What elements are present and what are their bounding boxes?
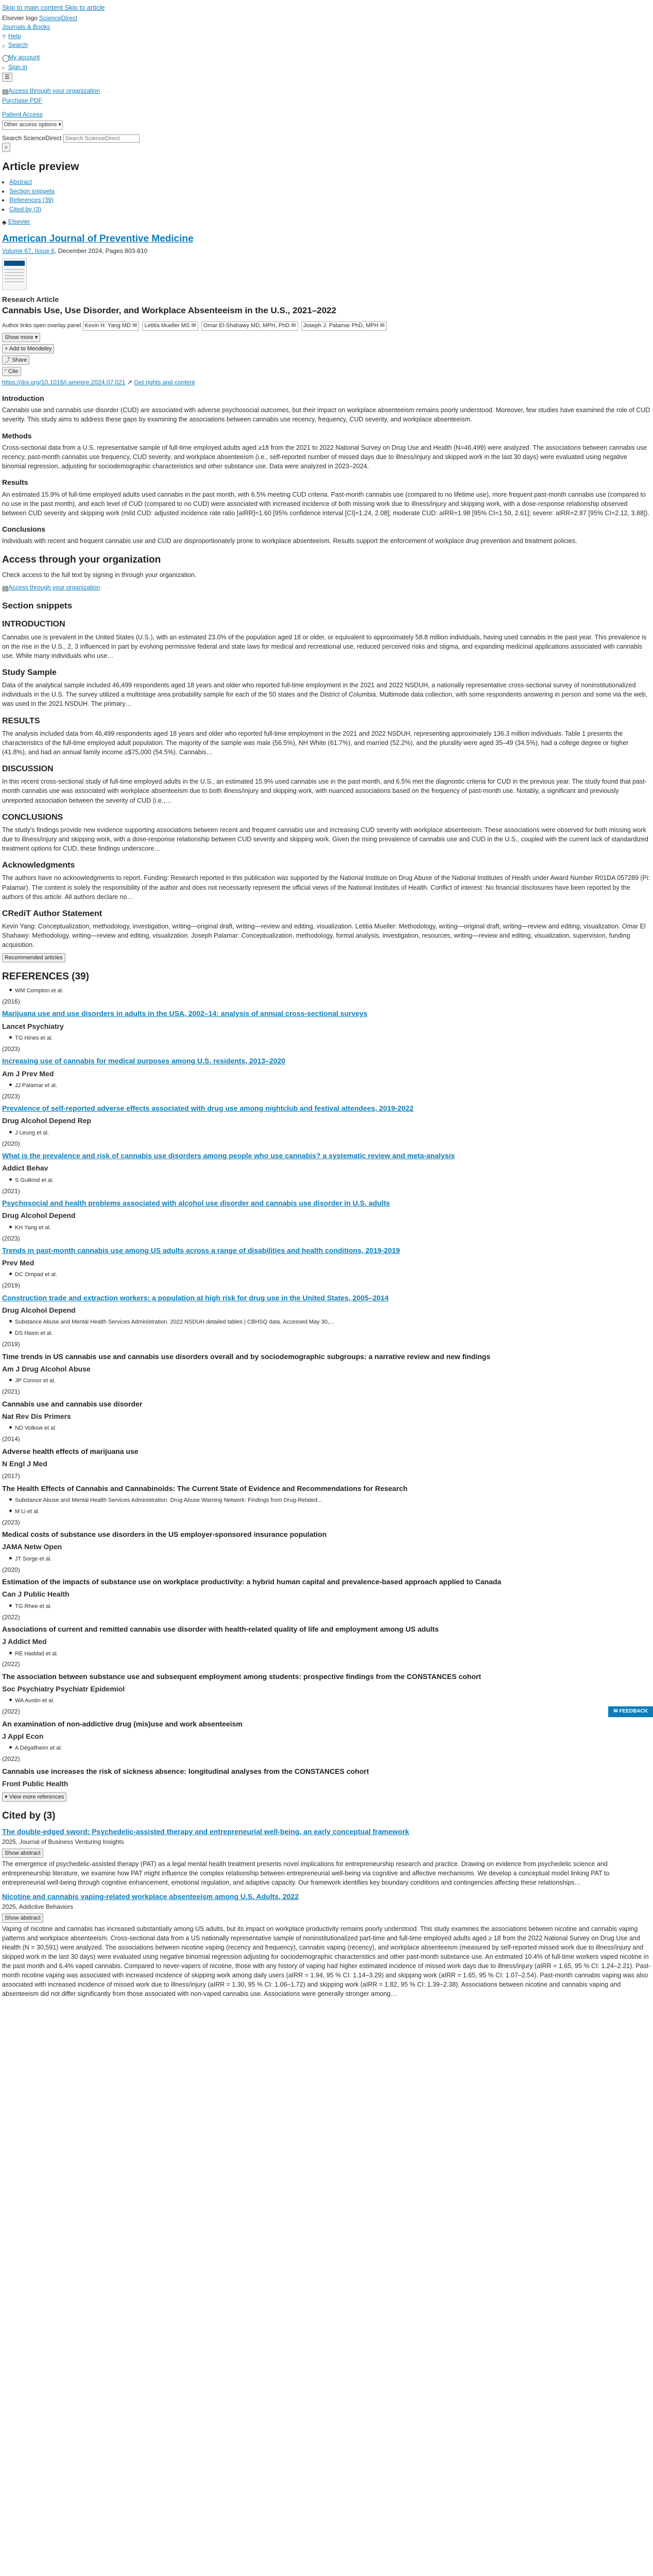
reference-title[interactable]: Trends in past-month cannabis use among US adults across a range of disabilities and health conditions, 2019-2019 [2, 1246, 400, 1255]
bullet-icon [9, 1498, 12, 1501]
sign-in-icon: ▫ [2, 64, 5, 72]
reference-journal: Can J Public Health [2, 1590, 70, 1599]
author-chip[interactable]: Omar El-Shahawy MD, MPH, PhD ✉ [201, 321, 298, 331]
reference-authors [9, 1082, 651, 1090]
references-list [2, 987, 651, 1789]
reference-item [2, 1224, 651, 1268]
bullet-icon [9, 1178, 12, 1181]
reference-title[interactable]: What is the prevalence and risk of cannabis use disorders among people who use cannabis? a systematic review and meta-analysis [2, 1151, 455, 1160]
feedback-button[interactable]: ✉ FEEDBACK [608, 1706, 653, 1717]
help-link[interactable]: ? Help [2, 32, 21, 41]
snippet-heading: DISCUSSION [2, 765, 54, 774]
reference-item [2, 1330, 651, 1374]
reference-item [2, 1177, 651, 1221]
add-to-mendeley-button[interactable]: + Add to Mendeley [2, 344, 54, 353]
logo-row [2, 14, 651, 23]
menu-button[interactable]: ☰ [2, 73, 12, 82]
reference-item [2, 987, 651, 1031]
toc-abstract[interactable]: Abstract [9, 178, 32, 186]
reference-authors-text: DC Ompad et al. [15, 1272, 57, 1278]
references-heading: REFERENCES (39) [2, 971, 89, 982]
reference-journal: Am J Drug Alcohol Abuse [2, 1364, 91, 1373]
reference-authors [9, 1555, 651, 1564]
snippet-text: Kevin Yang: Conceptualization, methodology, investigation, writing—original draft, writing—review and editing, visualization. Letitia Mueller: Methodology, writing—original draft, writing—review and editing, visualization. Omar El Shahawy: Methodology, writing—review and editing, visualization. Joseph Palamar: Conceptualization, methodology, formal analysis, investigation, resources, writing—review and editing, visualization, supervision, funding acquisition. [2, 923, 646, 949]
reference-journal: Drug Alcohol Depend [2, 1211, 76, 1220]
reference-authors [9, 1318, 651, 1327]
reference-authors-text: JJ Palamar et al. [15, 1082, 57, 1089]
reference-item [2, 1377, 651, 1421]
account-area [2, 53, 651, 82]
reference-year: (2017) [2, 1472, 20, 1480]
abstract-intro-text: Cannabis use and cannabis use disorder (CUD) are associated with adverse psychosocial outcomes, but their impact on workplace absenteeism remains poorly understood. Moreover, few studies have examined the role of CUD severity. This study aims to address these gaps by examining the associations between cannabis use recency, frequency, CUD severity, and workplace absenteeism. [2, 406, 650, 423]
reference-item [2, 1129, 651, 1174]
search-label: Search ScienceDirect [2, 134, 62, 142]
reference-title[interactable]: Marijuana use and use disorders in adults in the USA, 2002–14: analysis of annual cross-sectional surveys [2, 1009, 368, 1018]
account-icon: ◯ [2, 54, 10, 62]
reference-title[interactable]: Construction trade and extraction workers: a population at high risk for drug use in the United States, 2005–2014 [2, 1293, 389, 1302]
share-button[interactable]: ⤴ Share [2, 355, 29, 365]
snippet-text: The analysis included data from 46,499 respondents aged 18 years and older who reported full-time employment in the 2021 and 2022 NSDUH, representing approximately 136.3 million individuals. Table 1 presents the characteristics of the full-time employed adult population. The majority of the sample was male (56.5%), NH White (61.7%), and married (52.2%), and the plurality were aged 35–49 (34.5%), had a college degree or higher (41.8%), and had an annual family income ≥$75,000 (54.5%). Cannabis… [2, 730, 629, 756]
abstract-results-heading: Results [2, 478, 28, 487]
snippet-heading: Acknowledgments [2, 861, 75, 870]
reference-authors-text: WM Compton et al. [15, 987, 64, 994]
reference-item [2, 1082, 651, 1126]
reference-year: (2023) [2, 1234, 20, 1242]
abstract-conclusions-heading: Conclusions [2, 524, 46, 533]
journal-cover-image[interactable] [2, 258, 27, 290]
reference-journal: J Addict Med [2, 1637, 47, 1646]
snippet-text: The study's findings provide new evidence supporting associations between recent and frequent cannabis use and increasing CUD severity with workplace absenteeism. These associations were observed for both missing work due to illness/injury and skipping work, with a dose-response relationship between CUD severity and skipping work. Given the rising prevalence of cannabis use and CUD in the U.S., coupled with the current lack of standardized treatment options for CUD, these findings underscore… [2, 826, 648, 853]
reference-title: Cannabis use and cannabis use disorder [2, 1399, 143, 1408]
abstract-results-text: An estimated 15.9% of full-time employed adults used cannabis in the past month, with 6.5% meeting CUD criteria. Past-month cannabis use (compared to no lifetime use), more frequent past-month cannabis use (compared to no use in the past month), and each level of CUD (compared to no CUD) were associated with increased incidence of both missing work due to illness/injury and skipping work, with a dose-response relationship observed between CUD severity and skipping work (mild CUD: adjusted incidence rate ratio [aIRR]=1.60 [95% confidence interval [CI]=1.24, 2.08]; moderate CUD: aIRR=1.98 [95% CI=1.50, 2.61]; severe: aIRR=2.87 [95% CI=2.12, 3.88]). [2, 490, 649, 517]
view-more-references-button[interactable]: ▾ View more references [2, 1792, 66, 1802]
reference-authors [9, 1330, 651, 1338]
author-icon: ✉ [132, 322, 138, 329]
reference-year: (2022) [2, 1613, 20, 1621]
snippet-heading: Study Sample [2, 668, 57, 677]
reference-journal: JAMA Netw Open [2, 1543, 62, 1551]
search-submit-button[interactable]: ⌕ [2, 143, 10, 152]
reference-authors-text: Substance Abuse and Mental Health Services Administration. Drug Abuse Warning Network: Findings from Drug-Related... [15, 1497, 322, 1503]
my-account-link[interactable]: My account [8, 54, 40, 61]
reference-year: (2016) [2, 997, 20, 1005]
bullet-icon [9, 1083, 12, 1086]
snippet-text: Data of the analytical sample included 46,499 respondents aged 18 years and older who reported full-time employment in the 2021 and 2022 NSDUH, a nationally representative cross-sectional survey of noninstitutionalized individuals in the U.S. The survey utilized a multistage area probability sample for each of the 50 states and the District of Columbia. Multimode data collection, with some respondents answering in person and some via the web, was used in the 2021 NSDUH. The primary… [2, 682, 648, 708]
issue-info: Volume 67, Issue 6, December 2024, Pages 803-810 [2, 247, 148, 255]
reference-authors [9, 1377, 651, 1385]
bullet-icon [9, 1557, 12, 1560]
reference-journal: Prev Med [2, 1259, 35, 1267]
snippet-heading: CRediT Author Statement [2, 909, 102, 918]
reference-year: (2014) [2, 1435, 20, 1443]
access-text: Check access to the full text by signing in through your organization. [2, 571, 197, 579]
bullet-icon [9, 1699, 12, 1701]
reference-authors [9, 1425, 651, 1433]
bullet-icon [9, 1331, 12, 1334]
journal-title-link[interactable]: American Journal of Preventive Medicine [2, 233, 194, 244]
reference-item [2, 1318, 651, 1327]
snippet-text: The authors have no acknowledgments to report. Funding: Research reported in this publication was supported by the National Institute on Drug Abuse of the National Institutes of Health under Award Number R01DA 057289 (Pi: Palamar). The content is solely the responsibility of the author and does not necessarily represent the official views of the National Institutes of Health. Conflict of interest: No financial disclosures have been reported by the authors of this article. All authors declare no… [2, 874, 650, 901]
bullet-icon [9, 1036, 12, 1039]
reference-authors-text: TG Hines et al. [15, 1035, 53, 1041]
reference-title: Adverse health effects of marijuana use [2, 1447, 139, 1455]
reference-item [2, 1555, 651, 1600]
reference-authors-text: M Li et al. [15, 1508, 40, 1515]
toc-references[interactable]: References (39) [9, 196, 54, 204]
reference-authors-text: JT Sorge et al. [15, 1555, 52, 1562]
reference-year: (2019) [2, 1341, 20, 1348]
reference-year: (2022) [2, 1755, 20, 1763]
reference-authors-text: S Gutkind et al. [15, 1177, 54, 1183]
reference-title: Estimation of the impacts of substance use on workplace productivity: a hybrid human capital and prevalence-based approach applied to Canada [2, 1577, 502, 1586]
reference-year: (2020) [2, 1566, 20, 1573]
bullet-icon [9, 1510, 12, 1512]
journals-books-link[interactable]: Journals & Books [2, 23, 50, 31]
reference-authors [9, 1129, 651, 1138]
cited-by-list [2, 1826, 651, 1999]
reference-title[interactable]: Psychosocial and health problems associated with alcohol use disorder and cannabis use disorder in U.S. adults [2, 1198, 390, 1207]
institution-icon: ▤ [2, 584, 9, 592]
search-icon: ⌕ [2, 42, 6, 50]
reference-title: Cannabis use increases the risk of sickness absence: longitudinal analyses from the CONSTANCES cohort [2, 1767, 369, 1775]
reference-authors [9, 1271, 651, 1279]
patient-access-link[interactable]: Patient Access [2, 110, 43, 118]
show-more-button[interactable]: Show more ▾ [2, 333, 40, 342]
reference-authors [9, 1603, 651, 1611]
reference-item [2, 1271, 651, 1315]
bullet-icon [9, 1379, 12, 1381]
reference-item [2, 1508, 651, 1552]
reference-authors-text: JP Connor et al. [15, 1378, 56, 1384]
reference-title[interactable]: Prevalence of self-reported adverse effects associated with drug use among nightclub and festival attendees, 2019-2022 [2, 1104, 414, 1113]
snippet-heading: RESULTS [2, 716, 40, 725]
reference-authors [9, 1224, 651, 1232]
doi-link[interactable]: https://doi.org/10.1016/j.amepre.2024.07.021 [2, 378, 126, 386]
institution-icon: ▤ [2, 88, 9, 96]
top-links [2, 23, 651, 49]
access-heading: Access through your organization [2, 554, 161, 566]
feedback-icon: ✉ [613, 1708, 620, 1714]
bullet-icon [9, 1652, 12, 1654]
help-icon: ? [2, 33, 6, 41]
reference-item [2, 1472, 651, 1494]
bullet-icon [9, 1226, 12, 1228]
reference-authors-text: TG Rhee et al. [15, 1603, 52, 1609]
cited-by-journal: 2025, Journal of Business Venturing Insights [2, 1838, 124, 1846]
cite-button[interactable]: " Cite [2, 367, 21, 376]
search-bar [2, 134, 651, 152]
recommended-articles-button[interactable]: Recommended articles [2, 953, 65, 962]
reference-authors [9, 1650, 651, 1658]
reference-authors [9, 1697, 651, 1705]
bullet-icon [9, 989, 12, 991]
table-of-contents [9, 178, 651, 214]
author-chip[interactable]: Joseph J. Palamar PhD, MPH ✉ [301, 321, 387, 331]
snippet-heading: CONCLUSIONS [2, 812, 63, 822]
elsevier-tree-icon: ♣ [2, 218, 7, 226]
reference-title: Time trends in US cannabis use and cannabis use disorders overall and by sociodemographic subgroups: a narrative review and new findings [2, 1352, 491, 1361]
author-icon: ✉ [191, 322, 196, 329]
reference-authors-text: ND Volkow et al. [15, 1425, 57, 1432]
reference-authors-text: DS Hasin et al. [15, 1330, 53, 1337]
abstract-intro-heading: Introduction [2, 394, 44, 402]
reference-authors-text: A Dégallheim et al. [15, 1745, 62, 1752]
bullet-icon [9, 1604, 12, 1607]
reference-journal: Lancet Psychiatry [2, 1022, 64, 1030]
doi-row [2, 378, 651, 387]
author-list [2, 321, 651, 331]
sciencedirect-link[interactable]: ScienceDirect [39, 14, 78, 22]
skip-to-main-link[interactable]: Skip to main content Skip to article [2, 4, 105, 11]
access-options [2, 86, 651, 129]
bullet-icon [9, 1426, 12, 1429]
purchase-pdf-link[interactable]: Purchase PDF [2, 96, 43, 104]
reference-year: (2022) [2, 1660, 20, 1668]
reference-item [2, 1603, 651, 1647]
bullet-icon [9, 1131, 12, 1133]
reference-title: Medical costs of substance use disorders in the US employer-sponsored insurance population [2, 1530, 327, 1539]
elsevier-logo[interactable] [2, 217, 651, 227]
cited-by-title-link[interactable]: Nicotine and cannabis vaping-related workplace absenteeism among U.S. Adults, 2022 [2, 1892, 299, 1901]
section-snippets-heading: Section snippets [2, 600, 73, 611]
reference-journal: J Appl Econ [2, 1732, 44, 1741]
reference-journal: Am J Prev Med [2, 1069, 54, 1078]
reference-title: The Health Effects of Cannabis and Cannabinoids: The Current State of Evidence and Recommendations for Research [2, 1484, 408, 1493]
reference-authors [9, 987, 651, 995]
reference-authors [9, 1508, 651, 1516]
article-type: Research Article [2, 295, 59, 303]
reference-item [2, 1425, 651, 1469]
snippet-text: In this recent cross-sectional study of full-time employed adults in the U.S., an estimated 15.9% used cannabis use in the past month, and 6.5% met the diagnostic criteria for CUD in the previous year. The study found that past-month cannabis use was associated with workplace absenteeism due to both illness/injury and skipping work, with nuanced associations based on the frequency of past-month use. Notably, a significant and previously unreported association between the severity of CUD (i.e.,… [2, 778, 647, 804]
author-prefix: Author links open overlay panel [2, 322, 81, 329]
reference-year: (2023) [2, 1518, 20, 1526]
sign-in-link[interactable]: Sign in [8, 63, 27, 71]
author-icon: ✉ [380, 322, 385, 329]
reference-journal: Addict Behav [2, 1164, 48, 1173]
cited-by-title-link[interactable]: The double-edged sword: Psychedelic-assisted therapy and entrepreneurial well-being, an early conceptual framework [2, 1827, 409, 1836]
reference-journal: Drug Alcohol Depend Rep [2, 1116, 91, 1125]
cited-by-item [2, 1826, 651, 1887]
reference-year: (2022) [2, 1708, 20, 1716]
cited-by-item [2, 1891, 651, 1999]
abstract-methods-text: Cross-sectional data from a U.S. representative sample of full-time employed adults aged ≥18 from the 2021 to 2022 National Survey on Drug Use and Health (N=46,499) were analyzed. The associations between cannabis use recency, past-month cannabis use frequency, CUD severity, and workplace absenteeism (i.e., self-reported number of missed days due to illness/injury and skipped work in the last 30 days) were evaluated using negative binomial regression, adjusting for sociodemographic characteristics and other substance use. Data were analyzed in 2023–2024. [2, 444, 647, 470]
abstract-conclusions-text: Individuals with recent and frequent cannabis use and CUD are disproportionately prone to workplace absenteeism. Results support the enforcement of workplace drug prevention and treatment policies. [2, 537, 577, 545]
reference-year: (2023) [2, 1045, 20, 1053]
reference-authors-text: WA Austin et al. [15, 1698, 55, 1704]
author-chip[interactable]: Letitia Mueller MS ✉ [142, 321, 198, 331]
toc-cited-by[interactable]: Cited by (3) [9, 205, 42, 213]
reference-journal: Front Public Health [2, 1779, 68, 1788]
reference-journal: Nat Rev Dis Primers [2, 1412, 71, 1420]
elsevier-link[interactable]: Elsevier [8, 217, 30, 225]
author-chip[interactable]: Kevin H. Yang MD ✉ [83, 321, 140, 331]
reference-item [2, 1697, 651, 1741]
reference-year: (2019) [2, 1282, 20, 1290]
reference-authors-text: KH Yang et al. [15, 1224, 51, 1231]
show-abstract-button[interactable]: Show abstract [2, 1849, 43, 1858]
search-input[interactable] [63, 134, 140, 143]
reference-journal: Drug Alcohol Depend [2, 1306, 76, 1315]
reference-year: (2021) [2, 1388, 20, 1396]
reference-authors-text: J Leung et al. [15, 1129, 49, 1136]
reference-item [2, 1650, 651, 1694]
article-title: Cannabis Use, Use Disorder, and Workplace Absenteeism in the U.S., 2021–2022 [2, 306, 337, 316]
reference-year: (2021) [2, 1187, 20, 1195]
show-abstract-button[interactable]: Show abstract [2, 1913, 43, 1923]
reference-authors [9, 1035, 651, 1043]
article-preview-heading: Article preview [2, 160, 79, 173]
snippet-heading: INTRODUCTION [2, 620, 65, 629]
access-through-org-link[interactable]: Access through your organization [8, 87, 100, 95]
cited-by-journal: 2025, Addictive Behaviors [2, 1903, 74, 1911]
toc-section-snippets[interactable]: Section snippets [9, 187, 55, 195]
reference-item [2, 1497, 651, 1505]
reference-authors [9, 1744, 651, 1753]
reference-title: The association between substance use and subsequent employment among students: prospective findings from the CONSTANCES cohort [2, 1672, 482, 1681]
rights-link[interactable]: Get rights and content [134, 378, 195, 386]
bullet-icon [9, 1273, 12, 1275]
external-link-icon: ↗ [127, 378, 132, 386]
reference-title[interactable]: Increasing use of cannabis for medical purposes among U.S. residents, 2013–2020 [2, 1057, 286, 1065]
reference-year: (2023) [2, 1092, 20, 1100]
reference-authors [9, 1497, 651, 1505]
bullet-icon [9, 1746, 12, 1749]
reference-authors-text: RE Haddad et al. [15, 1650, 58, 1657]
snippet-text: Cannabis use is prevalent in the United States (U.S.), with an estimated 23.0% of the population aged 18 or older, or equivalent to approximately 58.8 million individuals, having used cannabis in the past year. This prevalence is on the rise in the U.S., 2, 3 influenced in part by evolving permissive federal and state laws for medical and recreational use, reduced perceived risks and stigma, and expanding medicinal applications associated with cannabis use. While many individuals who use… [2, 633, 647, 659]
reference-title: An examination of non-addictive drug (mis)use and work absenteeism [2, 1719, 243, 1728]
reference-item [2, 1744, 651, 1789]
issue-link[interactable]: Volume 67, Issue 6 [2, 247, 55, 255]
author-icon: ✉ [291, 322, 296, 329]
reference-year: (2020) [2, 1140, 20, 1147]
cited-by-abstract: Vaping of nicotine and cannabis has increased substantially among US adults, but its impact on workplace productivity remains poorly understood. This study examines the associations between nicotine and cannabis vaping patterns and workplace absenteeism. Cross-sectional data from a US nationally representative sample of noninstitutionalized part-time and full-time employed adults aged ≥ 18 from the 2022 National Survey on Drug Use and Health (N = 30,591) were analyzed. The associations between nicotine vaping (recency and frequency), cannabis vaping (recency), and workplace absenteeism (measured by self-reported missed work due to illness/injury and skipped work in the last 30 days) were evaluated using negative binomial regression adjusting for sociodemographic characteristics and other past-month substance use. An estimated 10.4% of full-time workers vaped nicotine in the past month and 6.4% vaped cannabis. Compared to never-vapers of nicotine, those with any history of vaping had higher estimated incidence of missed work days due to illness/injury (aIRR = 1.65, 95 % CI: 1.24–2.21). Past-month nicotine vaping was associated with increased incidence of skipping work among daily users (aIRR = 1.94, 95 % CI: 1.14–3.29) and skipping work (aIRR = 1.65, 95 % CI: 1.07–2.54). Past-month cannabis vaping was also associated with increased incidence of missed work due to illness/injury (aIRR = 1.30, 95 % CI: 1.06–1.72) and skipping work (aIRR = 1.82, 95 % CI: 1.39–2.38). Associations between nicotine and cannabis vaping and absenteeism did not differ significantly from those associated with non-vaped cannabis use. Associations were generally stronger among… [2, 1925, 651, 1998]
search-link[interactable]: ⌕ Search [2, 41, 28, 50]
other-access-dropdown[interactable]: Other access options ▾ [2, 121, 63, 130]
cited-by-heading: Cited by (3) [2, 1810, 56, 1822]
access-org-link[interactable]: Access through your organization [8, 583, 100, 591]
reference-authors-text: Substance Abuse and Mental Health Services Administration. 2022 NSDUH detailed tables | CBHSQ data. Accessed May 30,... [15, 1319, 334, 1326]
reference-journal: Soc Psychiatry Psychiatr Epidemiol [2, 1685, 125, 1693]
reference-item [2, 1035, 651, 1079]
elsevier-logo-icon[interactable]: Elsevier logo [2, 14, 38, 22]
abstract-methods-heading: Methods [2, 431, 32, 440]
reference-authors [9, 1177, 651, 1185]
reference-journal: N Engl J Med [2, 1459, 47, 1468]
cited-by-abstract: The emergence of psychedelic-assisted therapy (PAT) as a legal mental health treatment presents novel implications for entrepreneurship research and practice. Drawing on evidence from psychedelic science and entrepreneurship literature, we examine how PAT might influence the complex relationship between entrepreneurial well-being via cognitive and affective mechanisms. We develop a conceptual model linking PAT to entrepreneurial well-being through cognitive enhancement, emotional regulation, and adaptive capacity. Our framework identifies key boundary conditions and contingencies affecting these relationships… [2, 1860, 610, 1886]
bullet-icon [9, 1320, 12, 1323]
reference-title: Associations of current and remitted cannabis use disorder with health-related quality of life and employment among US adults [2, 1624, 439, 1633]
